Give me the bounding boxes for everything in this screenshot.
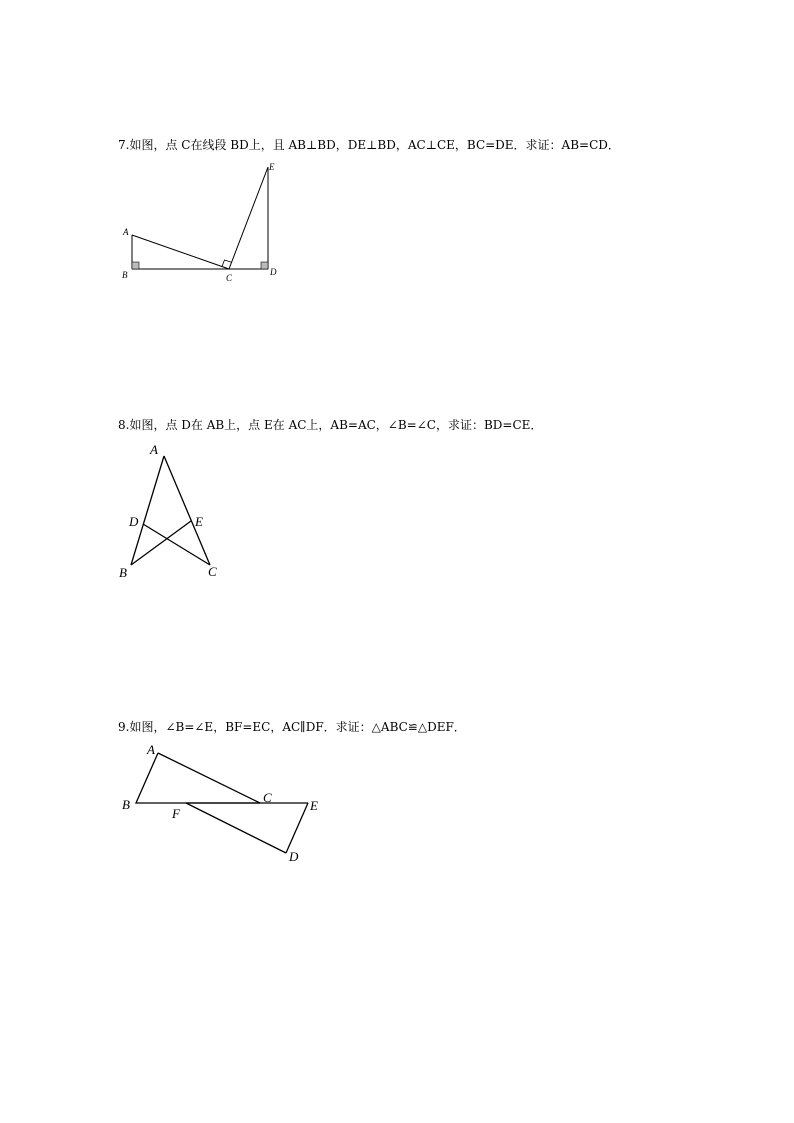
segment-ac: [132, 235, 229, 269]
segment-ab: [131, 456, 164, 565]
label-f: F: [172, 806, 180, 821]
segment-ce: [229, 167, 268, 269]
label-d: D: [289, 849, 299, 864]
problem-9-figure: [110, 738, 340, 868]
segment-ac: [164, 456, 210, 565]
label-b: B: [119, 565, 127, 580]
problem-7-figure: [110, 155, 290, 290]
label-a: A: [150, 442, 158, 457]
segment-ed: [286, 803, 308, 853]
label-e: E: [195, 514, 203, 529]
label-b: B: [122, 270, 128, 280]
problem-7-text: 7.如图，点 C在线段 BD上，且 AB⊥BD，DE⊥BD，AC⊥CE，BC=DE．求证：AB=CD．: [118, 138, 620, 152]
problem-7-statement: [118, 136, 620, 153]
right-angle-mark-d: [261, 262, 268, 269]
segment-dc: [143, 524, 210, 565]
label-c: C: [263, 790, 272, 805]
problem-8-text: 8.如图，点 D在 AB上，点 E在 AC上，AB=AC，∠B=∠C，求证：BD=CE．: [118, 418, 543, 432]
segment-ac: [158, 753, 260, 803]
segment-eb: [131, 521, 191, 565]
problem-8-statement: [118, 416, 542, 433]
label-e: E: [269, 162, 275, 172]
problem-8-figure: [110, 440, 230, 585]
segment-fd: [186, 803, 286, 853]
label-d: D: [129, 514, 139, 529]
label-c: C: [226, 273, 233, 283]
segment-abc: [136, 753, 260, 803]
label-a: A: [147, 742, 155, 757]
problem-9-statement: [118, 718, 466, 735]
right-angle-mark-b: [132, 262, 139, 269]
label-d: D: [270, 267, 277, 277]
label-c: C: [208, 564, 217, 579]
label-b: B: [122, 797, 130, 812]
label-a: A: [123, 227, 129, 237]
problem-9-text: 9.如图，∠B=∠E，BF=EC，AC∥DF．求证：△ABC≌△DEF．: [118, 720, 466, 734]
label-e: E: [310, 798, 318, 813]
